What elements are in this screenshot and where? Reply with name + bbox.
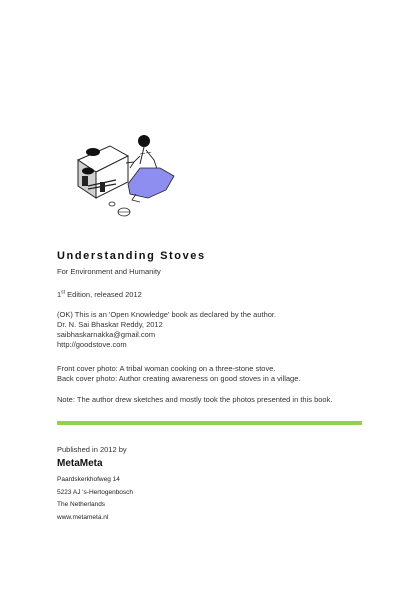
author-note bbox=[57, 395, 332, 405]
edition-number: 1 bbox=[57, 290, 62, 299]
edition-line bbox=[57, 290, 142, 300]
address-country: The Netherlands bbox=[57, 501, 106, 508]
stove-sketch-icon bbox=[60, 132, 200, 222]
book-subtitle: For Environment and Humanity bbox=[57, 267, 161, 276]
edition-text: Edition, released 2012 bbox=[65, 290, 142, 299]
note-text: Note: The author drew sketches and mostly took the photos presented in this book. bbox=[57, 395, 333, 404]
published-by-text: Published in 2012 by bbox=[57, 445, 127, 454]
license-statement: (OK) This is an 'Open Knowledge' book as declared by the author. bbox=[57, 310, 277, 319]
author-email: saibhaskarnakka@gmail.com bbox=[57, 330, 156, 339]
address-street: Paardskerkhofweg 14 bbox=[57, 476, 120, 483]
publisher-address bbox=[57, 474, 133, 524]
address-city: 5223 AJ 's-Hertogenbosch bbox=[57, 488, 134, 496]
front-cover-credit: Front cover photo: A tribal woman cooking on a three-stone stove. bbox=[57, 364, 276, 373]
author-website: http://goodstove.com bbox=[57, 340, 127, 349]
license-block bbox=[57, 310, 276, 350]
author-credit: Dr. N. Sai Bhaskar Reddy, 2012 bbox=[57, 320, 163, 329]
publisher-name: MetaMeta bbox=[57, 458, 103, 469]
green-divider bbox=[57, 421, 362, 425]
published-by bbox=[57, 445, 127, 455]
back-cover-credit: Back cover photo: Author creating awareness on good stoves in a village. bbox=[57, 374, 301, 383]
edition-superscript: st bbox=[61, 289, 66, 296]
book-title: Understanding Stoves bbox=[57, 250, 206, 262]
photo-credits bbox=[57, 364, 300, 384]
publisher-website: www.metameta.nl bbox=[57, 513, 109, 521]
